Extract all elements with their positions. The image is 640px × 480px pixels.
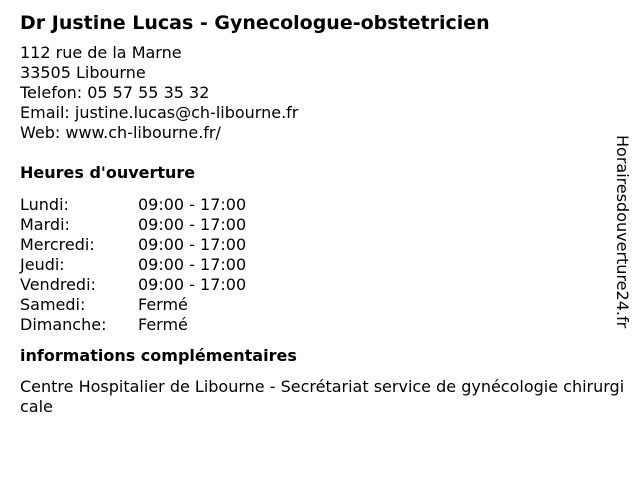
opening-hours-heading: Heures d'ouverture <box>20 163 196 182</box>
opening-hours-table <box>20 195 246 335</box>
hours-row <box>20 195 246 215</box>
day-label: Mercredi: <box>20 235 95 254</box>
day-label: Mardi: <box>20 215 70 234</box>
day-label: Samedi: <box>20 295 86 314</box>
day-label: Dimanche: <box>20 315 107 334</box>
day-hours: 09:00 - 17:00 <box>138 215 247 234</box>
day-hours: 09:00 - 17:00 <box>138 195 247 214</box>
day-label: Lundi: <box>20 195 69 214</box>
day-hours: Fermé <box>138 315 188 334</box>
day-hours: Fermé <box>138 295 188 314</box>
day-hours: 09:00 - 17:00 <box>138 235 247 254</box>
phone-number: Telefon: 05 57 55 35 32 <box>20 83 210 102</box>
city-postal-code: 33505 Libourne <box>20 63 146 82</box>
website-address: Web: www.ch-libourne.fr/ <box>20 123 221 142</box>
hours-row <box>20 215 246 235</box>
day-hours: 09:00 - 17:00 <box>138 255 247 274</box>
hours-row <box>20 275 246 295</box>
additional-info-heading: informations complémentaires <box>20 346 297 365</box>
hours-row <box>20 315 246 335</box>
hours-row <box>20 295 246 315</box>
day-hours: 09:00 - 17:00 <box>138 275 247 294</box>
email-address: Email: justine.lucas@ch-libourne.fr <box>20 103 299 122</box>
doctor-info-card <box>20 10 630 417</box>
day-label: Vendredi: <box>20 275 96 294</box>
site-watermark: Horairesdouverture24.fr <box>613 135 632 329</box>
contact-block <box>20 43 630 143</box>
day-label: Jeudi: <box>20 255 65 274</box>
hours-row <box>20 235 246 255</box>
hours-row <box>20 255 246 275</box>
doctor-name-title: Dr Justine Lucas - Gynecologue-obstetricien <box>20 12 490 34</box>
street-address: 112 rue de la Marne <box>20 43 182 62</box>
additional-info-text: Centre Hospitalier de Libourne - Secrétariat service de gynécologie chirurgicale <box>20 377 625 416</box>
